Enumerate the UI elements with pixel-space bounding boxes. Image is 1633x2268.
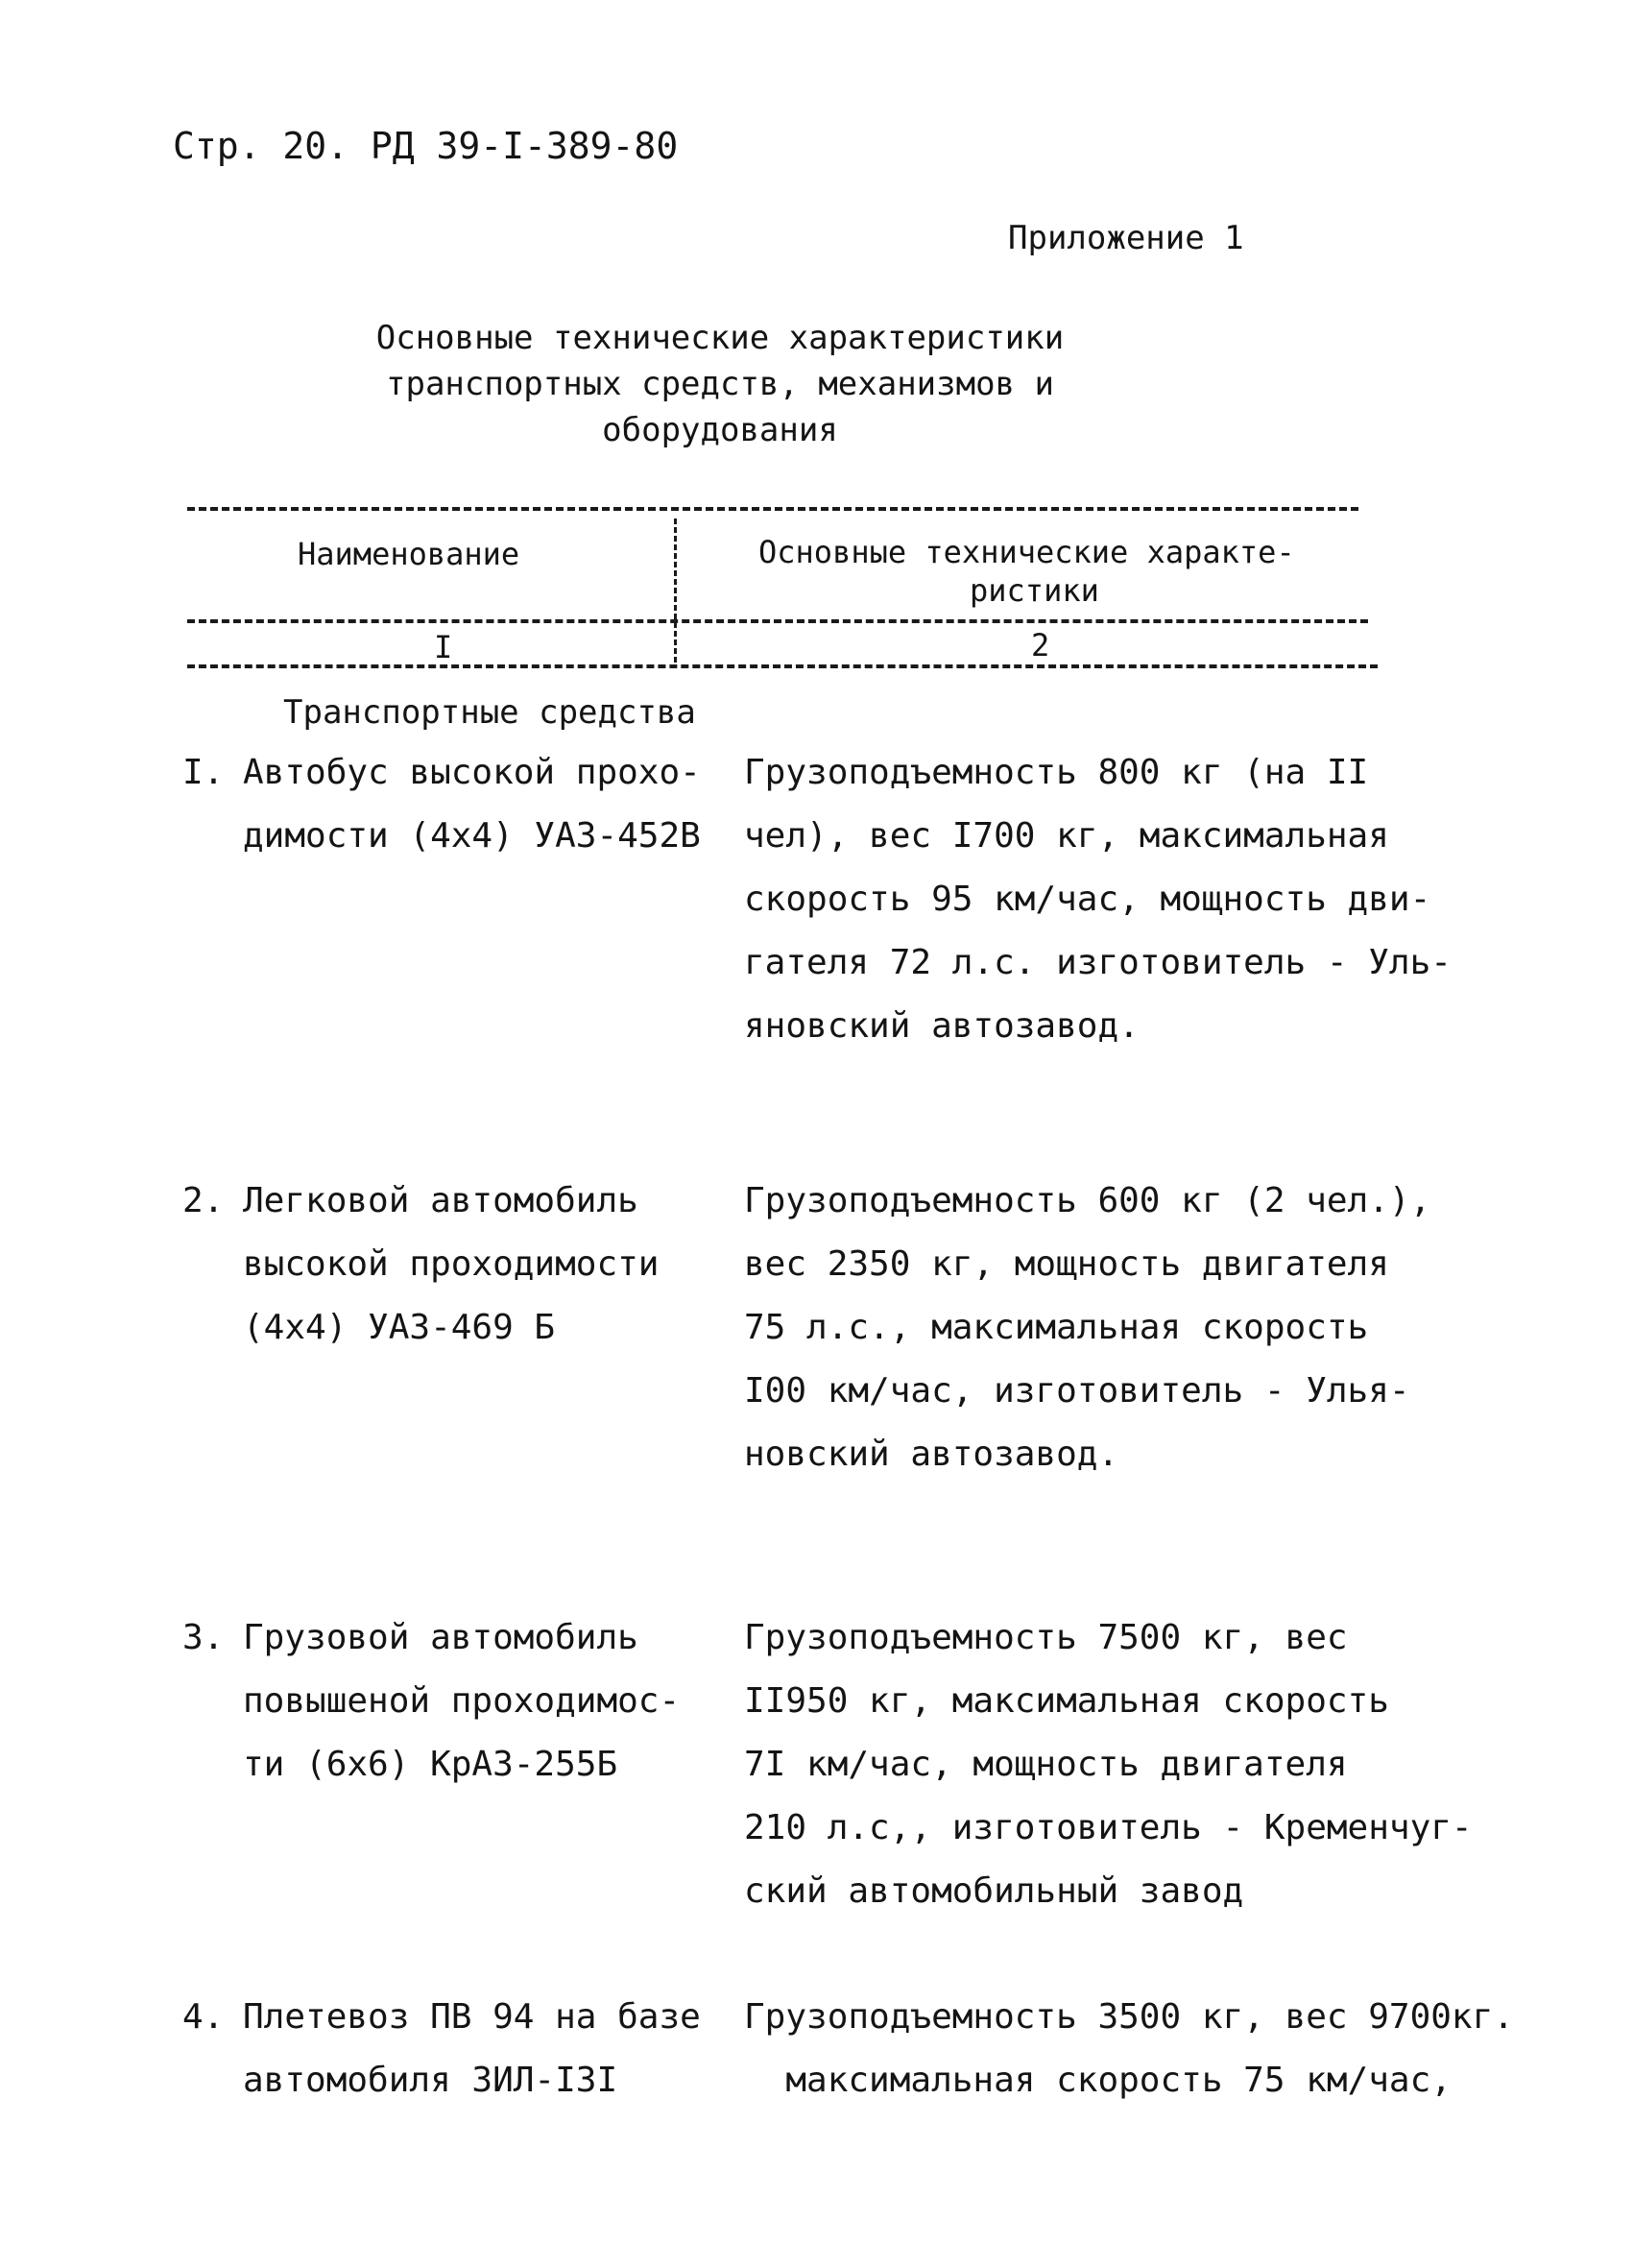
section-title: Транспортные средства xyxy=(283,693,696,732)
item-name xyxy=(243,1606,742,1797)
table-header-rule xyxy=(187,619,1368,623)
item-name-line: (4х4) УАЗ-469 Б xyxy=(243,1308,556,1347)
item-name-line: Грузовой автомобиль xyxy=(243,1618,638,1657)
item-spec-line: 210 л.с,, изготовитель - Кременчуг- xyxy=(744,1808,1473,1847)
table-column-divider xyxy=(674,519,677,663)
item-spec-line: 75 л.с., максимальная скорость xyxy=(744,1308,1369,1347)
item-spec-line: новский автозавод. xyxy=(744,1435,1119,1474)
item-name-line: автомобиля ЗИЛ-I3I xyxy=(243,2061,618,2100)
item-spec-line: максимальная скорость 75 км/час, xyxy=(744,2061,1452,2100)
item-name-line: димости (4х4) УАЗ-452В xyxy=(243,816,701,856)
table-numbering-rule xyxy=(187,664,1378,668)
item-name-line: ти (6х6) КрАЗ-255Б xyxy=(243,1745,618,1784)
column-header-specs-line-1: Основные технические характе- xyxy=(758,534,1295,570)
item-spec-line: ский автомобильный завод xyxy=(744,1871,1244,1911)
item-name-line: Автобус высокой прохо- xyxy=(243,753,701,792)
item-number: 4. xyxy=(182,1997,225,2037)
item-spec-line: I00 км/час, изготовитель - Улья- xyxy=(744,1371,1410,1411)
item-name xyxy=(243,741,742,868)
column-number-2: 2 xyxy=(1031,627,1050,664)
item-specs xyxy=(744,1986,1512,2112)
item-specs xyxy=(744,1170,1474,1486)
item-spec-line: вес 2350 кг, мощность двигателя xyxy=(744,1244,1389,1284)
item-spec-line: скорость 95 км/час, мощность дви- xyxy=(744,880,1431,919)
item-spec-line: 7I км/час, мощность двигателя xyxy=(744,1745,1348,1784)
item-spec-line: Грузоподъемность 3500 кг, вес 9700кг. xyxy=(744,1997,1514,2037)
item-specs xyxy=(744,741,1474,1058)
item-name-line: Плетевоз ПВ 94 на базе xyxy=(243,1997,701,2037)
item-spec-line: II950 кг, максимальная скорость xyxy=(744,1681,1389,1721)
item-spec-line: Грузоподъемность 7500 кг, вес xyxy=(744,1618,1348,1657)
document-title-line-1: Основные технические характеристики xyxy=(375,319,1065,357)
column-header-specs-line-2: ристики xyxy=(970,572,1099,609)
item-spec-line: гателя 72 л.с. изготовитель - Уль- xyxy=(744,943,1452,982)
item-specs xyxy=(744,1606,1474,1923)
page-header: Стр. 20. РД 39-I-389-80 xyxy=(173,125,679,167)
column-number-1: I xyxy=(434,629,453,665)
item-name xyxy=(243,1986,742,2112)
document-title-line-3: оборудования xyxy=(602,411,838,449)
item-spec-line: Грузоподъемность 600 кг (2 чел.), xyxy=(744,1181,1431,1220)
item-name-line: повышеной проходимос- xyxy=(243,1681,681,1721)
column-header-name: Наименование xyxy=(298,536,520,572)
document-title-line-2: транспортных средств, механизмов и xyxy=(386,365,1054,403)
item-spec-line: яновский автозавод. xyxy=(744,1006,1140,1046)
table-top-rule xyxy=(187,507,1358,511)
item-spec-line: чел), вес I700 кг, максимальная xyxy=(744,816,1389,856)
item-number: 3. xyxy=(182,1618,225,1657)
item-name-line: Легковой автомобиль xyxy=(243,1181,638,1220)
item-number: 2. xyxy=(182,1181,225,1220)
item-name-line: высокой проходимости xyxy=(243,1244,660,1284)
item-spec-line: Грузоподъемность 800 кг (на II xyxy=(744,753,1369,792)
item-name xyxy=(243,1170,742,1360)
appendix-label: Приложение 1 xyxy=(1008,219,1244,257)
item-number: I. xyxy=(182,753,225,792)
